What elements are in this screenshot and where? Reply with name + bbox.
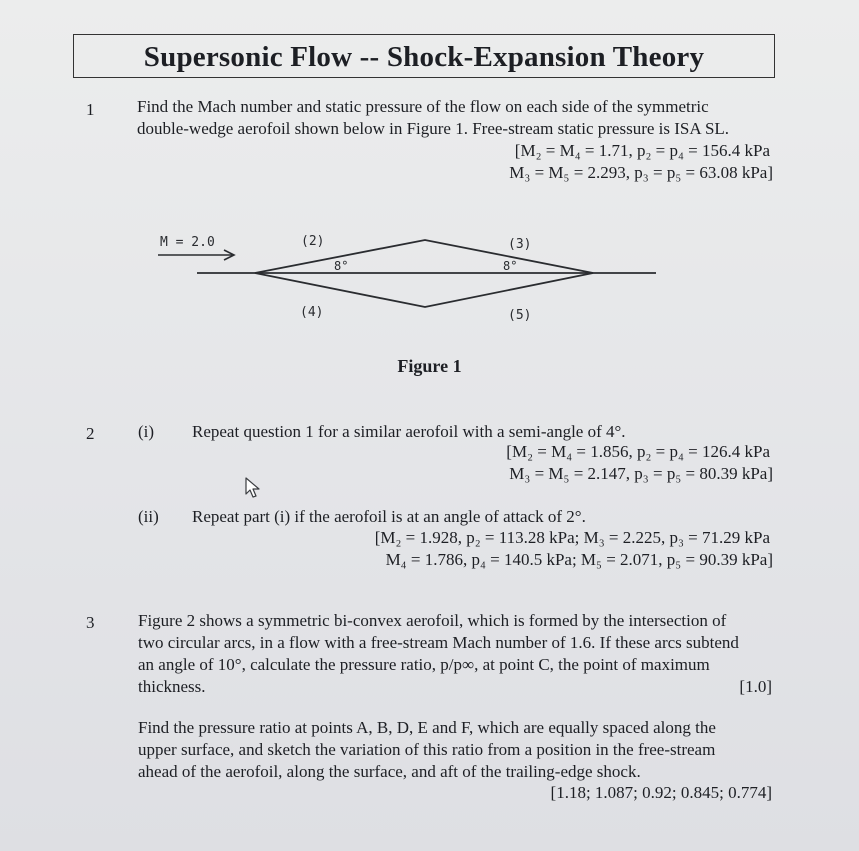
question-3-para-1-line-1: Figure 2 shows a symmetric bi-convex aerofoil, which is formed by the intersection of <box>138 611 727 630</box>
question-2-part-i-label: (i) <box>138 422 155 441</box>
question-2-part-i-answer-line-1: [M₂ = M₄ = 1.856, p₂ = p₄ = 126.4 kPa <box>506 442 770 461</box>
region-3-label: (3) <box>508 237 532 252</box>
question-3-para-1-line-3: an angle of 10°, calculate the pressure ratio, p/p∞, at point C, the point of maximum <box>138 655 710 674</box>
question-3-para-1-line-4: thickness. <box>138 677 206 696</box>
question-2-part-ii-text: Repeat part (i) if the aerofoil is at an angle of attack of 2°. <box>192 507 586 526</box>
question-2-part-i-answer-line-2: M₃ = M₅ = 2.147, p₃ = p₅ = 80.39 kPa] <box>509 464 773 483</box>
question-2-number: 2 <box>86 424 95 443</box>
question-2-part-ii-answer-line-1: [M₂ = 1.928, p₂ = 113.28 kPa; M₃ = 2.225, p₃ = 71.29 kPa <box>374 528 770 547</box>
question-3-para-2-line-3: ahead of the aerofoil, along the surface, and aft of the trailing-edge shock. <box>138 762 641 781</box>
question-2-part-i-text: Repeat question 1 for a similar aerofoil with a semi-angle of 4°. <box>192 422 626 441</box>
figure-1-caption: Figure 1 <box>397 356 462 376</box>
question-3-para-2-line-2: upper surface, and sketch the variation of this ratio from a position in the free-stream <box>138 740 716 759</box>
region-4-label: (4) <box>300 305 324 320</box>
figure-1-diagram <box>0 0 859 340</box>
question-1-answer-line-1: [M₂ = M₄ = 1.71, p₂ = p₄ = 156.4 kPa <box>514 141 770 160</box>
mach-label: M = 2.0 <box>160 235 215 250</box>
question-3-para-1-answer: [1.0] <box>739 677 772 696</box>
region-2-label: (2) <box>301 234 325 249</box>
question-1-line-2: double-wedge aerofoil shown below in Figure 1. Free-stream static pressure is ISA SL. <box>137 119 730 138</box>
question-1-line-1: Find the Mach number and static pressure of the flow on each side of the symmetric <box>137 97 709 116</box>
question-3-number: 3 <box>86 613 95 632</box>
rear-wedge-angle-label: 8° <box>503 259 518 273</box>
question-3-para-1-line-2: two circular arcs, in a flow with a free-stream Mach number of 1.6. If these arcs subtend <box>138 633 739 652</box>
question-1-answer-line-2: M₃ = M₅ = 2.293, p₃ = p₅ = 63.08 kPa] <box>509 163 773 182</box>
question-3-para-2-line-1: Find the pressure ratio at points A, B, D, E and F, which are equally spaced along the <box>138 718 716 737</box>
front-wedge-angle-label: 8° <box>334 259 349 273</box>
mouse-cursor-icon <box>245 477 261 499</box>
question-3-para-2-answer: [1.18; 1.087; 0.92; 0.845; 0.774] <box>550 783 772 802</box>
region-5-label: (5) <box>508 308 532 323</box>
question-1-number: 1 <box>86 100 95 119</box>
page-title: Supersonic Flow -- Shock-Expansion Theory <box>73 34 775 78</box>
question-2-part-ii-answer-line-2: M₄ = 1.786, p₄ = 140.5 kPa; M₅ = 2.071, p₅ = 90.39 kPa] <box>385 550 773 569</box>
question-2-part-ii-label: (ii) <box>138 507 159 526</box>
